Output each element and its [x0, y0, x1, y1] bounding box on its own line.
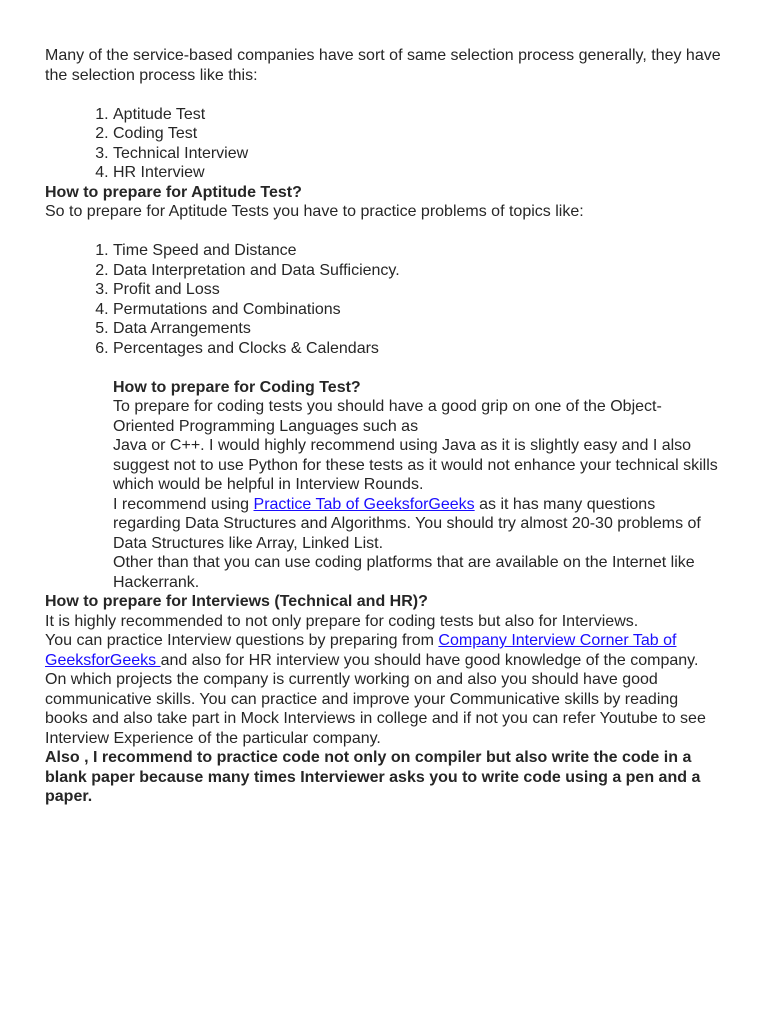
spacer [45, 222, 723, 242]
list-item: 1. Aptitude Test [113, 105, 723, 125]
intro-paragraph: Many of the service-based companies have sort of same selection process generally, they have the selection process like this: [45, 47, 721, 84]
coding-heading: How to prepare for Coding Test? [113, 378, 361, 396]
list-item: 5. Data Arrangements [113, 319, 723, 339]
list-item: 4. Permutations and Combinations [113, 300, 723, 320]
list-item: 3. Profit and Loss [113, 280, 723, 300]
text-span: You can practice Interview questions by preparing from [45, 632, 439, 649]
text-span: I recommend using [113, 495, 254, 513]
practice-tab-link[interactable]: Practice Tab of GeeksforGeeks [253, 495, 475, 513]
coding-paragraph-2: Java or C++. I would highly recommend using Java as it is slightly easy and I also suggest not to use Python for these tests as it would not enhance your technical skills which would be helpful in Interview Rounds. [113, 437, 718, 493]
spacer [45, 358, 723, 378]
coding-section [45, 378, 723, 593]
selection-steps-list [45, 105, 723, 183]
aptitude-intro: So to prepare for Aptitude Tests you have to practice problems of topics like: [45, 203, 584, 220]
list-item: 3. Technical Interview [113, 144, 723, 164]
spacer [45, 85, 723, 105]
interviews-paragraph-1: It is highly recommended to not only prepare for coding tests but also for Interviews. [45, 612, 639, 630]
company-interview-corner-link[interactable]: Company Interview Corner Tab of GeeksforGeeks [45, 632, 677, 669]
aptitude-topics-list [45, 241, 723, 358]
list-item: 2. Data Interpretation and Data Sufficiency. [113, 261, 723, 281]
list-item: 1. Time Speed and Distance [113, 241, 723, 261]
interviews-paragraph-2 [45, 631, 723, 748]
text-span: and also for HR interview you should have good knowledge of the company. On which projects the company is currently working on and also you should have good communicative skills. You can practice and improve your Communicative skills by reading books and also take part in Mock Interviews in college and if not you can refer Youtube to see Interview Experience of the particular company. [45, 651, 706, 747]
coding-paragraph-1: To prepare for coding tests you should have a good grip on one of the Object-Oriented Programming Languages such as [113, 398, 662, 435]
interviews-heading: How to prepare for Interviews (Technical and HR)? [45, 593, 428, 610]
aptitude-heading: How to prepare for Aptitude Test? [45, 183, 302, 201]
closing-recommendation: Also , I recommend to practice code not only on compiler but also write the code in a blank paper because many times Interviewer asks you to write code using a pen and a paper. [45, 749, 701, 805]
coding-paragraph-4: Other than that you can use coding platforms that are available on the Internet like Hackerrank. [113, 554, 695, 591]
list-item: 6. Percentages and Clocks & Calendars [113, 339, 723, 359]
list-item: 4. HR Interview [113, 163, 723, 183]
text-span: as it has many questions regarding Data Structures and Algorithms. You should try almost 20-30 problems of Data Structures like Array, Linked List. [113, 495, 701, 552]
list-item: 2. Coding Test [113, 124, 723, 144]
coding-paragraph-3 [113, 495, 723, 554]
